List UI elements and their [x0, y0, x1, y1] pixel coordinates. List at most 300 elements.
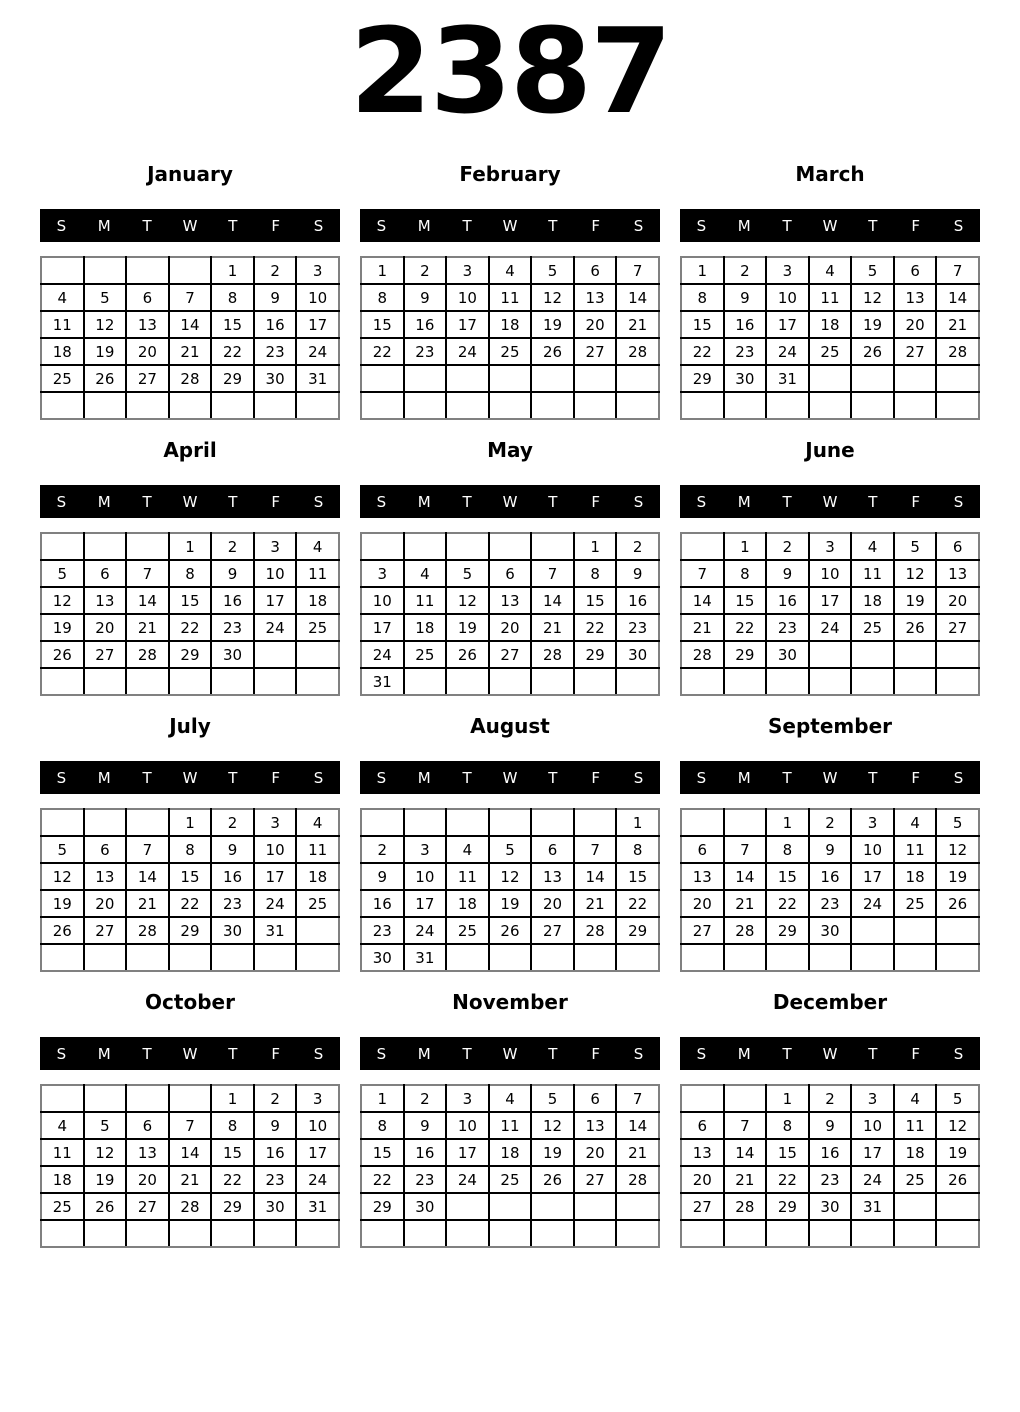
- day-cell: 8: [169, 836, 212, 863]
- week-row: [361, 311, 659, 338]
- day-cell: 7: [724, 836, 767, 863]
- week-row: [361, 284, 659, 311]
- day-cell: 18: [489, 1139, 532, 1166]
- weekday-label: T: [868, 768, 878, 787]
- day-cell: 17: [851, 863, 894, 890]
- empty-day-cell: [936, 1220, 979, 1247]
- weekday-label: S: [376, 492, 387, 511]
- month-block: [40, 696, 340, 972]
- day-cell: 18: [404, 614, 447, 641]
- day-cell: 13: [84, 863, 127, 890]
- empty-day-cell: [724, 809, 767, 836]
- day-cell: 27: [681, 1193, 724, 1220]
- day-cell: 29: [766, 1193, 809, 1220]
- empty-day-cell: [681, 533, 724, 560]
- empty-day-cell: [616, 668, 659, 695]
- day-cell: 29: [211, 1193, 254, 1220]
- day-cell: 1: [211, 257, 254, 284]
- day-cell: 15: [616, 863, 659, 890]
- day-cell: 26: [489, 917, 532, 944]
- day-cell: 3: [446, 1085, 489, 1112]
- weekday-label: F: [911, 216, 921, 235]
- day-cell: 2: [211, 809, 254, 836]
- week-row: [41, 1193, 339, 1220]
- day-cell: 23: [616, 614, 659, 641]
- empty-day-cell: [616, 1220, 659, 1247]
- day-cell: 15: [169, 863, 212, 890]
- weekday-label: T: [228, 1044, 238, 1063]
- day-cell: 15: [724, 587, 767, 614]
- day-cell: 16: [724, 311, 767, 338]
- weekday-label: T: [548, 1044, 558, 1063]
- day-cell: 20: [531, 890, 574, 917]
- empty-day-cell: [84, 392, 127, 419]
- day-cell: 21: [936, 311, 979, 338]
- empty-day-cell: [809, 392, 852, 419]
- day-cell: 1: [616, 809, 659, 836]
- day-cell: 16: [616, 587, 659, 614]
- day-cell: 10: [404, 863, 447, 890]
- empty-day-cell: [84, 668, 127, 695]
- empty-day-cell: [894, 1220, 937, 1247]
- empty-day-cell: [126, 257, 169, 284]
- week-row: [41, 533, 339, 560]
- day-cell: 5: [531, 257, 574, 284]
- month-title: November: [452, 990, 568, 1014]
- weekday-header-row: [40, 761, 340, 794]
- empty-day-cell: [211, 1220, 254, 1247]
- weekday-label: M: [737, 216, 751, 235]
- day-cell: 28: [724, 917, 767, 944]
- day-cell: 23: [404, 1166, 447, 1193]
- empty-day-cell: [254, 641, 297, 668]
- empty-day-cell: [446, 944, 489, 971]
- day-cell: 19: [851, 311, 894, 338]
- day-cell: 5: [84, 284, 127, 311]
- week-row: [681, 890, 979, 917]
- weekday-label: S: [313, 492, 324, 511]
- empty-day-cell: [936, 641, 979, 668]
- day-cell: 18: [489, 311, 532, 338]
- month-title: December: [772, 990, 888, 1014]
- day-cell: 19: [531, 1139, 574, 1166]
- empty-day-cell: [724, 668, 767, 695]
- day-cell: 22: [766, 1166, 809, 1193]
- empty-day-cell: [361, 1220, 404, 1247]
- month-days-table: [360, 808, 660, 972]
- day-cell: 17: [766, 311, 809, 338]
- day-cell: 24: [361, 641, 404, 668]
- day-cell: 18: [851, 587, 894, 614]
- day-cell: 25: [296, 890, 339, 917]
- day-cell: 21: [574, 890, 617, 917]
- week-row: [361, 533, 659, 560]
- day-cell: 26: [531, 338, 574, 365]
- day-cell: 17: [296, 311, 339, 338]
- weekday-label: S: [313, 768, 324, 787]
- week-row: [41, 311, 339, 338]
- day-cell: 7: [616, 1085, 659, 1112]
- empty-day-cell: [851, 668, 894, 695]
- day-cell: 1: [361, 1085, 404, 1112]
- day-cell: 28: [681, 641, 724, 668]
- day-cell: 14: [724, 1139, 767, 1166]
- day-cell: 28: [126, 917, 169, 944]
- day-cell: 3: [296, 1085, 339, 1112]
- day-cell: 16: [211, 863, 254, 890]
- day-cell: 24: [446, 1166, 489, 1193]
- empty-day-cell: [616, 1193, 659, 1220]
- day-cell: 2: [254, 257, 297, 284]
- day-cell: 26: [41, 641, 84, 668]
- day-cell: 22: [681, 338, 724, 365]
- week-row: [41, 809, 339, 836]
- day-cell: 14: [169, 1139, 212, 1166]
- week-row: [41, 338, 339, 365]
- week-row: [361, 1166, 659, 1193]
- day-cell: 8: [766, 1112, 809, 1139]
- day-cell: 10: [361, 587, 404, 614]
- day-cell: 17: [404, 890, 447, 917]
- day-cell: 25: [894, 890, 937, 917]
- week-row: [361, 944, 659, 971]
- day-cell: 19: [84, 1166, 127, 1193]
- week-row: [361, 1112, 659, 1139]
- empty-day-cell: [404, 365, 447, 392]
- month-block: [40, 144, 340, 420]
- week-row: [681, 1085, 979, 1112]
- day-cell: 8: [361, 284, 404, 311]
- month-block: [360, 420, 660, 696]
- week-row: [41, 641, 339, 668]
- day-cell: 18: [809, 311, 852, 338]
- weekday-header-row: [360, 1037, 660, 1070]
- empty-day-cell: [169, 257, 212, 284]
- day-cell: 23: [766, 614, 809, 641]
- day-cell: 13: [574, 1112, 617, 1139]
- empty-day-cell: [936, 668, 979, 695]
- empty-day-cell: [361, 392, 404, 419]
- empty-day-cell: [809, 944, 852, 971]
- weekday-label: T: [548, 492, 558, 511]
- weekday-label: S: [953, 216, 964, 235]
- months-grid: [0, 144, 1020, 1248]
- day-cell: 12: [851, 284, 894, 311]
- day-cell: 28: [616, 338, 659, 365]
- weekday-label: M: [417, 492, 431, 511]
- empty-day-cell: [809, 641, 852, 668]
- weekday-label: T: [782, 1044, 792, 1063]
- month-block: [360, 696, 660, 972]
- day-cell: 10: [851, 836, 894, 863]
- month-days-table: [680, 1084, 980, 1248]
- day-cell: 14: [126, 587, 169, 614]
- day-cell: 22: [724, 614, 767, 641]
- day-cell: 12: [446, 587, 489, 614]
- day-cell: 4: [41, 1112, 84, 1139]
- day-cell: 30: [361, 944, 404, 971]
- day-cell: 2: [254, 1085, 297, 1112]
- day-cell: 19: [936, 1139, 979, 1166]
- day-cell: 6: [894, 257, 937, 284]
- day-cell: 4: [894, 1085, 937, 1112]
- empty-day-cell: [809, 668, 852, 695]
- week-row: [361, 365, 659, 392]
- empty-day-cell: [84, 944, 127, 971]
- week-row: [681, 614, 979, 641]
- month-days-table: [360, 1084, 660, 1248]
- week-row: [41, 1220, 339, 1247]
- day-cell: 12: [41, 863, 84, 890]
- day-cell: 20: [84, 890, 127, 917]
- day-cell: 6: [936, 533, 979, 560]
- empty-day-cell: [126, 668, 169, 695]
- empty-day-cell: [126, 1085, 169, 1112]
- weekday-label: S: [633, 768, 644, 787]
- weekday-label: W: [822, 216, 838, 235]
- empty-day-cell: [851, 944, 894, 971]
- day-cell: 15: [361, 1139, 404, 1166]
- day-cell: 2: [809, 809, 852, 836]
- weekday-label: S: [313, 1044, 324, 1063]
- empty-day-cell: [936, 365, 979, 392]
- empty-day-cell: [766, 944, 809, 971]
- day-cell: 9: [809, 1112, 852, 1139]
- day-cell: 13: [126, 1139, 169, 1166]
- day-cell: 30: [254, 1193, 297, 1220]
- weekday-label: T: [228, 216, 238, 235]
- day-cell: 29: [681, 365, 724, 392]
- day-cell: 6: [84, 836, 127, 863]
- empty-day-cell: [531, 809, 574, 836]
- empty-day-cell: [894, 641, 937, 668]
- weekday-label: T: [142, 768, 152, 787]
- weekday-label: W: [502, 216, 518, 235]
- day-cell: 5: [84, 1112, 127, 1139]
- day-cell: 1: [766, 1085, 809, 1112]
- day-cell: 11: [41, 1139, 84, 1166]
- day-cell: 26: [84, 1193, 127, 1220]
- day-cell: 31: [361, 668, 404, 695]
- empty-day-cell: [361, 809, 404, 836]
- weekday-label: W: [502, 768, 518, 787]
- empty-day-cell: [254, 1220, 297, 1247]
- empty-day-cell: [446, 1193, 489, 1220]
- day-cell: 29: [169, 641, 212, 668]
- weekday-label: F: [591, 216, 601, 235]
- weekday-label: S: [376, 768, 387, 787]
- day-cell: 1: [766, 809, 809, 836]
- weekday-header-row: [40, 209, 340, 242]
- weekday-label: M: [737, 768, 751, 787]
- month-block: [360, 144, 660, 420]
- day-cell: 26: [894, 614, 937, 641]
- weekday-label: S: [56, 216, 67, 235]
- empty-day-cell: [446, 392, 489, 419]
- empty-day-cell: [404, 1220, 447, 1247]
- day-cell: 20: [894, 311, 937, 338]
- day-cell: 16: [211, 587, 254, 614]
- day-cell: 19: [41, 890, 84, 917]
- day-cell: 28: [616, 1166, 659, 1193]
- day-cell: 25: [41, 365, 84, 392]
- week-row: [41, 392, 339, 419]
- day-cell: 12: [41, 587, 84, 614]
- empty-day-cell: [894, 1193, 937, 1220]
- empty-day-cell: [489, 668, 532, 695]
- day-cell: 31: [254, 917, 297, 944]
- month-block: [680, 144, 980, 420]
- empty-day-cell: [84, 809, 127, 836]
- day-cell: 21: [616, 311, 659, 338]
- empty-day-cell: [126, 392, 169, 419]
- day-cell: 10: [254, 836, 297, 863]
- day-cell: 7: [126, 560, 169, 587]
- day-cell: 16: [361, 890, 404, 917]
- day-cell: 7: [616, 257, 659, 284]
- weekday-label: F: [591, 492, 601, 511]
- empty-day-cell: [851, 392, 894, 419]
- day-cell: 28: [126, 641, 169, 668]
- day-cell: 19: [446, 614, 489, 641]
- day-cell: 16: [254, 311, 297, 338]
- week-row: [681, 1112, 979, 1139]
- day-cell: 27: [894, 338, 937, 365]
- day-cell: 9: [724, 284, 767, 311]
- weekday-label: F: [911, 768, 921, 787]
- empty-day-cell: [84, 1085, 127, 1112]
- week-row: [361, 257, 659, 284]
- day-cell: 22: [574, 614, 617, 641]
- empty-day-cell: [574, 392, 617, 419]
- weekday-label: S: [953, 1044, 964, 1063]
- weekday-label: T: [228, 768, 238, 787]
- empty-day-cell: [41, 668, 84, 695]
- empty-day-cell: [489, 944, 532, 971]
- week-row: [361, 1085, 659, 1112]
- day-cell: 26: [851, 338, 894, 365]
- day-cell: 11: [894, 1112, 937, 1139]
- weekday-label: M: [97, 216, 111, 235]
- day-cell: 1: [169, 809, 212, 836]
- day-cell: 1: [681, 257, 724, 284]
- month-title: March: [795, 162, 865, 186]
- day-cell: 1: [724, 533, 767, 560]
- day-cell: 30: [211, 641, 254, 668]
- weekday-label: W: [182, 492, 198, 511]
- empty-day-cell: [84, 1220, 127, 1247]
- day-cell: 25: [894, 1166, 937, 1193]
- day-cell: 7: [574, 836, 617, 863]
- empty-day-cell: [851, 917, 894, 944]
- empty-day-cell: [211, 668, 254, 695]
- month-title: August: [470, 714, 550, 738]
- day-cell: 16: [404, 1139, 447, 1166]
- day-cell: 4: [489, 1085, 532, 1112]
- empty-day-cell: [936, 1193, 979, 1220]
- day-cell: 15: [766, 1139, 809, 1166]
- day-cell: 17: [446, 311, 489, 338]
- day-cell: 21: [531, 614, 574, 641]
- empty-day-cell: [489, 809, 532, 836]
- week-row: [681, 917, 979, 944]
- day-cell: 5: [936, 809, 979, 836]
- day-cell: 6: [531, 836, 574, 863]
- week-row: [681, 1139, 979, 1166]
- day-cell: 7: [126, 836, 169, 863]
- empty-day-cell: [574, 1193, 617, 1220]
- empty-day-cell: [574, 1220, 617, 1247]
- weekday-label: T: [782, 492, 792, 511]
- day-cell: 29: [766, 917, 809, 944]
- day-cell: 31: [296, 1193, 339, 1220]
- weekday-header-row: [40, 485, 340, 518]
- day-cell: 13: [894, 284, 937, 311]
- day-cell: 17: [851, 1139, 894, 1166]
- day-cell: 2: [724, 257, 767, 284]
- day-cell: 21: [126, 614, 169, 641]
- weekday-label: T: [462, 768, 472, 787]
- week-row: [361, 392, 659, 419]
- week-row: [361, 863, 659, 890]
- week-row: [41, 836, 339, 863]
- week-row: [41, 1166, 339, 1193]
- day-cell: 12: [894, 560, 937, 587]
- weekday-header-row: [360, 485, 660, 518]
- day-cell: 23: [404, 338, 447, 365]
- empty-day-cell: [404, 809, 447, 836]
- day-cell: 22: [211, 338, 254, 365]
- day-cell: 10: [851, 1112, 894, 1139]
- empty-day-cell: [169, 944, 212, 971]
- day-cell: 7: [531, 560, 574, 587]
- day-cell: 3: [361, 560, 404, 587]
- month-block: [680, 972, 980, 1248]
- week-row: [361, 1139, 659, 1166]
- week-row: [681, 587, 979, 614]
- weekday-header-row: [680, 485, 980, 518]
- empty-day-cell: [809, 1220, 852, 1247]
- day-cell: 24: [404, 917, 447, 944]
- day-cell: 8: [211, 1112, 254, 1139]
- weekday-label: T: [782, 216, 792, 235]
- empty-day-cell: [531, 668, 574, 695]
- empty-day-cell: [531, 1220, 574, 1247]
- day-cell: 25: [41, 1193, 84, 1220]
- day-cell: 21: [616, 1139, 659, 1166]
- month-block: [680, 696, 980, 972]
- day-cell: 4: [851, 533, 894, 560]
- day-cell: 9: [809, 836, 852, 863]
- empty-day-cell: [616, 392, 659, 419]
- empty-day-cell: [254, 944, 297, 971]
- day-cell: 15: [361, 311, 404, 338]
- week-row: [361, 614, 659, 641]
- weekday-label: S: [376, 216, 387, 235]
- week-row: [41, 668, 339, 695]
- day-cell: 21: [169, 1166, 212, 1193]
- day-cell: 9: [616, 560, 659, 587]
- day-cell: 14: [724, 863, 767, 890]
- day-cell: 27: [936, 614, 979, 641]
- day-cell: 6: [681, 836, 724, 863]
- day-cell: 19: [84, 338, 127, 365]
- day-cell: 2: [211, 533, 254, 560]
- day-cell: 23: [254, 1166, 297, 1193]
- empty-day-cell: [936, 392, 979, 419]
- day-cell: 29: [169, 917, 212, 944]
- day-cell: 12: [489, 863, 532, 890]
